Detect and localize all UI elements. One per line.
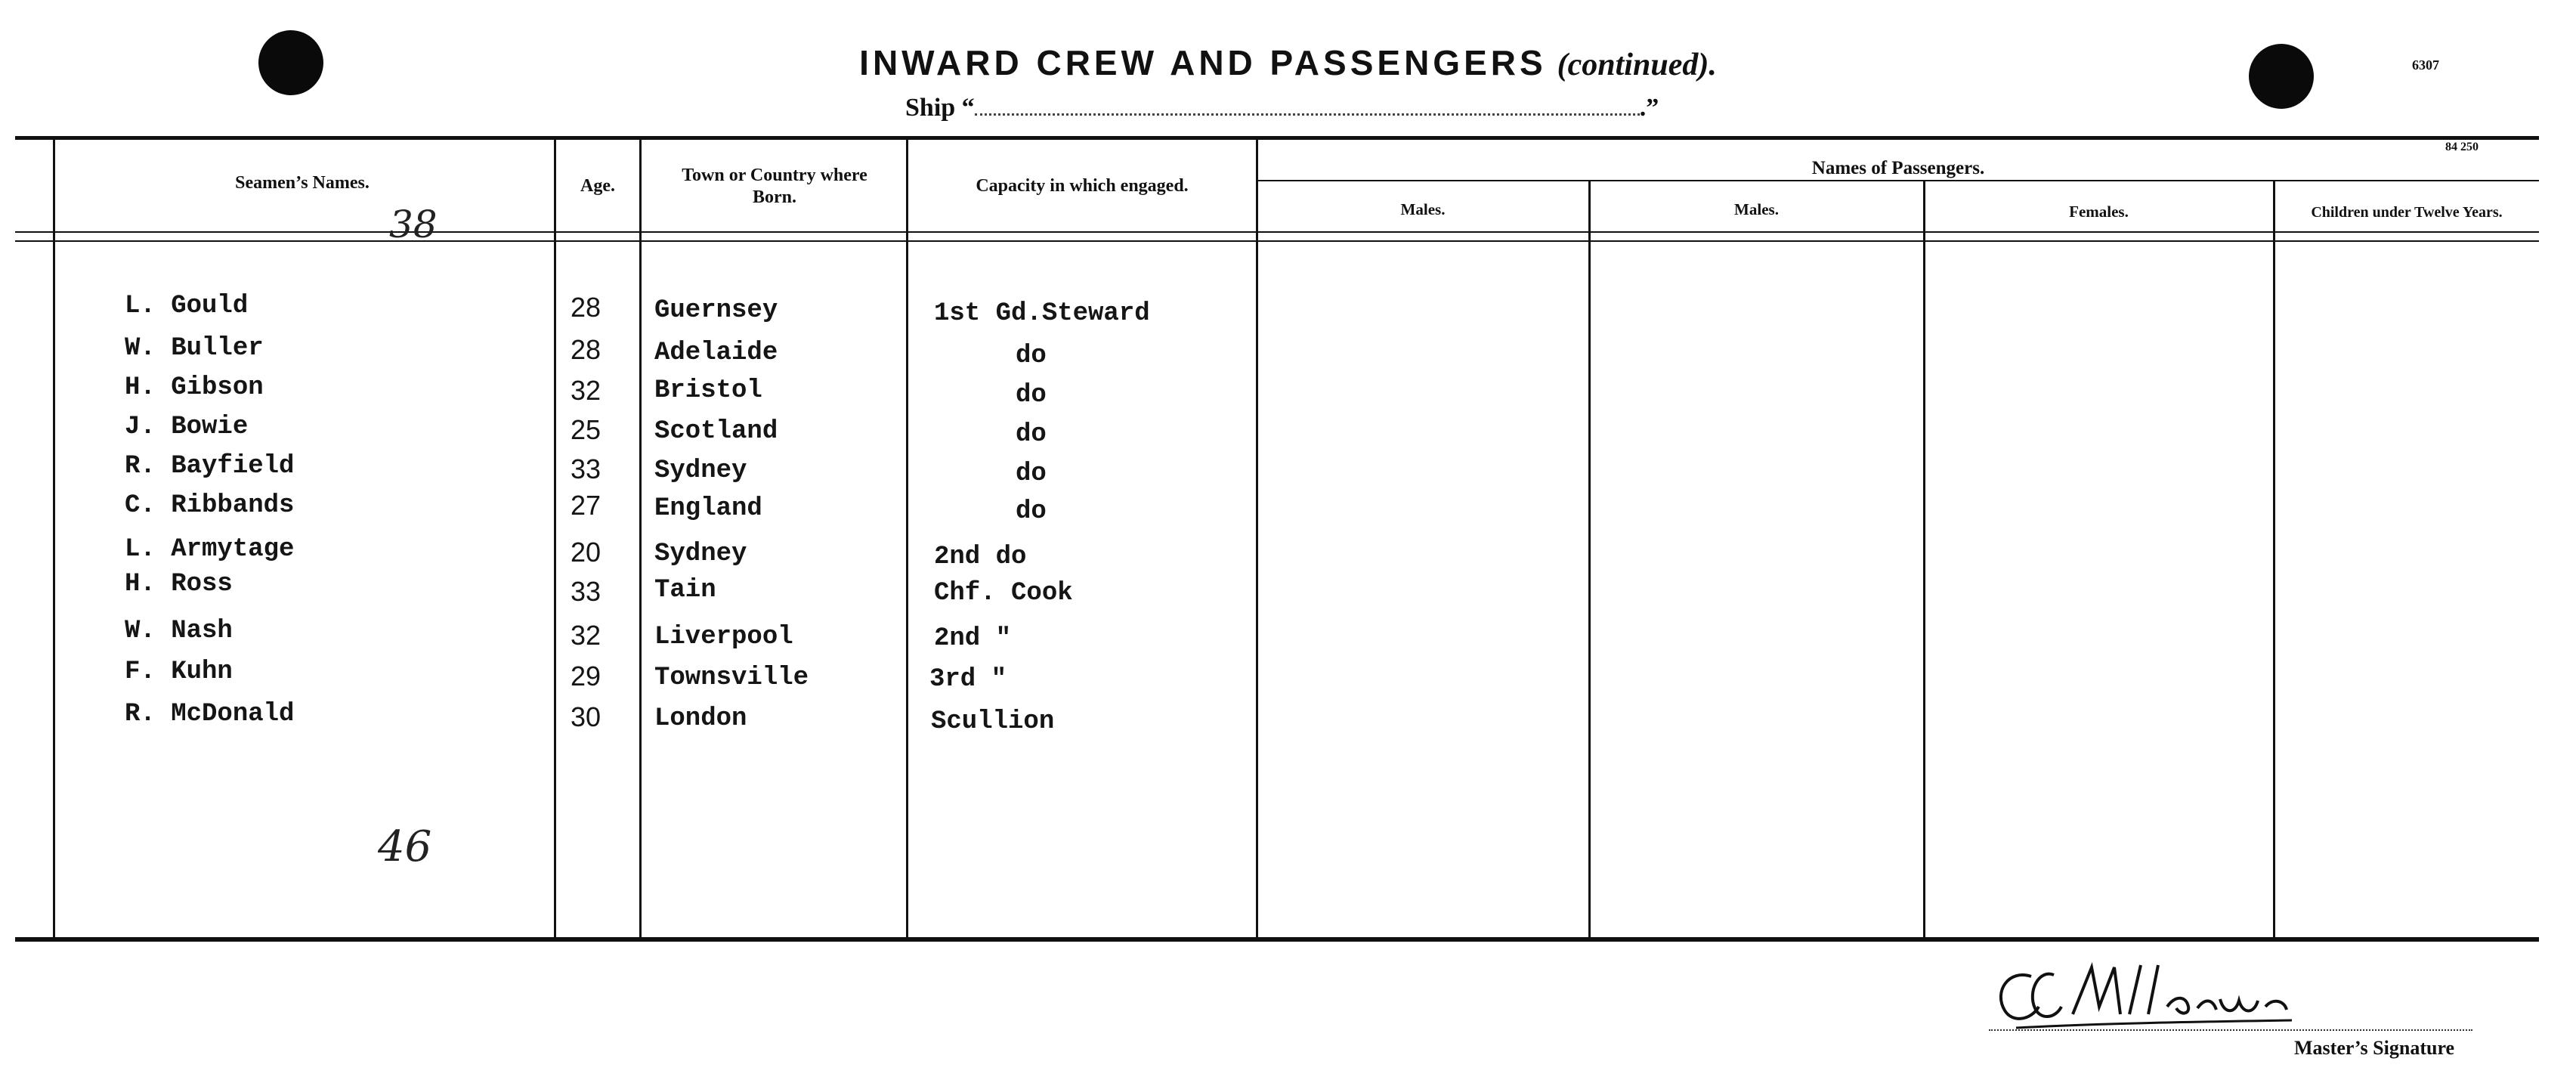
seaman-capacity: do bbox=[1016, 460, 1047, 488]
signature-line bbox=[1989, 1029, 2472, 1031]
col-line-left bbox=[53, 140, 55, 937]
ship-blank bbox=[975, 97, 1640, 116]
seaman-capacity: do bbox=[1016, 381, 1047, 410]
seaman-age: 32 bbox=[571, 375, 601, 406]
seaman-capacity: 3rd " bbox=[929, 665, 1007, 694]
col-line-males-1 bbox=[1588, 181, 1591, 937]
print-code: 84 250 bbox=[2445, 141, 2479, 153]
seaman-age: 32 bbox=[571, 620, 601, 651]
form-number: 6307 bbox=[2412, 57, 2439, 73]
seaman-age: 28 bbox=[571, 292, 601, 323]
seaman-born: England bbox=[654, 494, 762, 523]
seaman-age: 33 bbox=[571, 576, 601, 607]
seaman-born: Scotland bbox=[654, 417, 778, 446]
seaman-capacity: 2nd do bbox=[934, 543, 1027, 571]
table-bottom-rule bbox=[15, 937, 2539, 942]
seaman-born: Sydney bbox=[654, 540, 747, 568]
seaman-capacity: 1st Gd.Steward bbox=[934, 299, 1150, 328]
seaman-name: C. Ribbands bbox=[125, 491, 295, 520]
seaman-born: Townsville bbox=[654, 664, 809, 692]
seaman-born: Tain bbox=[654, 576, 716, 605]
master-signature-image bbox=[1986, 954, 2303, 1037]
title-text: INWARD CREW AND PASSENGERS bbox=[859, 43, 1547, 82]
header-females: Females. bbox=[2069, 203, 2129, 221]
seaman-name: R. Bayfield bbox=[125, 452, 295, 481]
signature-label: Master’s Signature bbox=[2294, 1037, 2455, 1059]
seaman-name: L. Armytage bbox=[125, 535, 295, 564]
seaman-capacity: 2nd " bbox=[934, 624, 1012, 653]
col-line-born bbox=[906, 140, 908, 937]
seaman-born: London bbox=[654, 704, 747, 733]
seaman-age: 25 bbox=[571, 414, 601, 445]
seaman-born: Liverpool bbox=[654, 623, 793, 651]
seaman-capacity: do bbox=[1016, 497, 1047, 526]
col-line-names bbox=[554, 140, 556, 937]
header-males-2: Males. bbox=[1734, 200, 1779, 218]
header-town-born: Town or Country where Born. bbox=[682, 166, 867, 207]
header-males-1: Males. bbox=[1400, 200, 1446, 218]
seaman-name: R. McDonald bbox=[125, 700, 295, 729]
header-names-of-passengers: Names of Passengers. bbox=[1811, 158, 1985, 178]
ship-field bbox=[905, 94, 1659, 122]
seaman-capacity: do bbox=[1016, 342, 1047, 370]
table-top-rule bbox=[15, 136, 2539, 140]
seaman-capacity: Scullion bbox=[931, 707, 1055, 736]
col-line-males-2 bbox=[1923, 181, 1925, 937]
ship-close-quote: .” bbox=[1639, 94, 1659, 122]
seaman-name: W. Nash bbox=[125, 617, 233, 645]
seaman-age: 27 bbox=[571, 490, 601, 521]
header-age: Age. bbox=[580, 176, 615, 196]
seaman-age: 20 bbox=[571, 537, 601, 568]
seaman-name: H. Gibson bbox=[125, 373, 264, 402]
seaman-name: W. Buller bbox=[125, 334, 264, 363]
seaman-born: Bristol bbox=[654, 376, 762, 405]
ship-label: Ship “ bbox=[905, 94, 975, 122]
header-capacity: Capacity in which engaged. bbox=[976, 176, 1189, 196]
col-line-females bbox=[2273, 181, 2275, 937]
seaman-name: J. Bowie bbox=[125, 413, 249, 441]
header-children: Children under Twelve Years. bbox=[2311, 204, 2503, 221]
seaman-age: 30 bbox=[571, 701, 601, 732]
col-line-age bbox=[639, 140, 642, 937]
seaman-capacity: Chf. Cook bbox=[934, 579, 1073, 608]
seaman-born: Adelaide bbox=[654, 339, 778, 367]
seaman-age: 28 bbox=[571, 334, 601, 365]
seaman-name: L. Gould bbox=[125, 292, 249, 320]
seaman-name: F. Kuhn bbox=[125, 658, 233, 686]
passengers-subheader-rule bbox=[1257, 180, 2539, 181]
seaman-born: Sydney bbox=[654, 456, 747, 485]
seaman-age: 29 bbox=[571, 661, 601, 692]
page-title bbox=[0, 42, 2576, 83]
seaman-born: Guernsey bbox=[654, 296, 778, 325]
seaman-age: 33 bbox=[571, 453, 601, 484]
handwritten-count-top: 38 bbox=[389, 203, 438, 246]
header-seamen-names: Seamen’s Names. bbox=[235, 173, 370, 193]
handwritten-count-bottom: 46 bbox=[378, 822, 432, 871]
seaman-capacity: do bbox=[1016, 420, 1047, 449]
seaman-name: H. Ross bbox=[125, 570, 233, 599]
col-line-capacity bbox=[1256, 140, 1258, 941]
title-suffix: (continued). bbox=[1557, 48, 1717, 82]
